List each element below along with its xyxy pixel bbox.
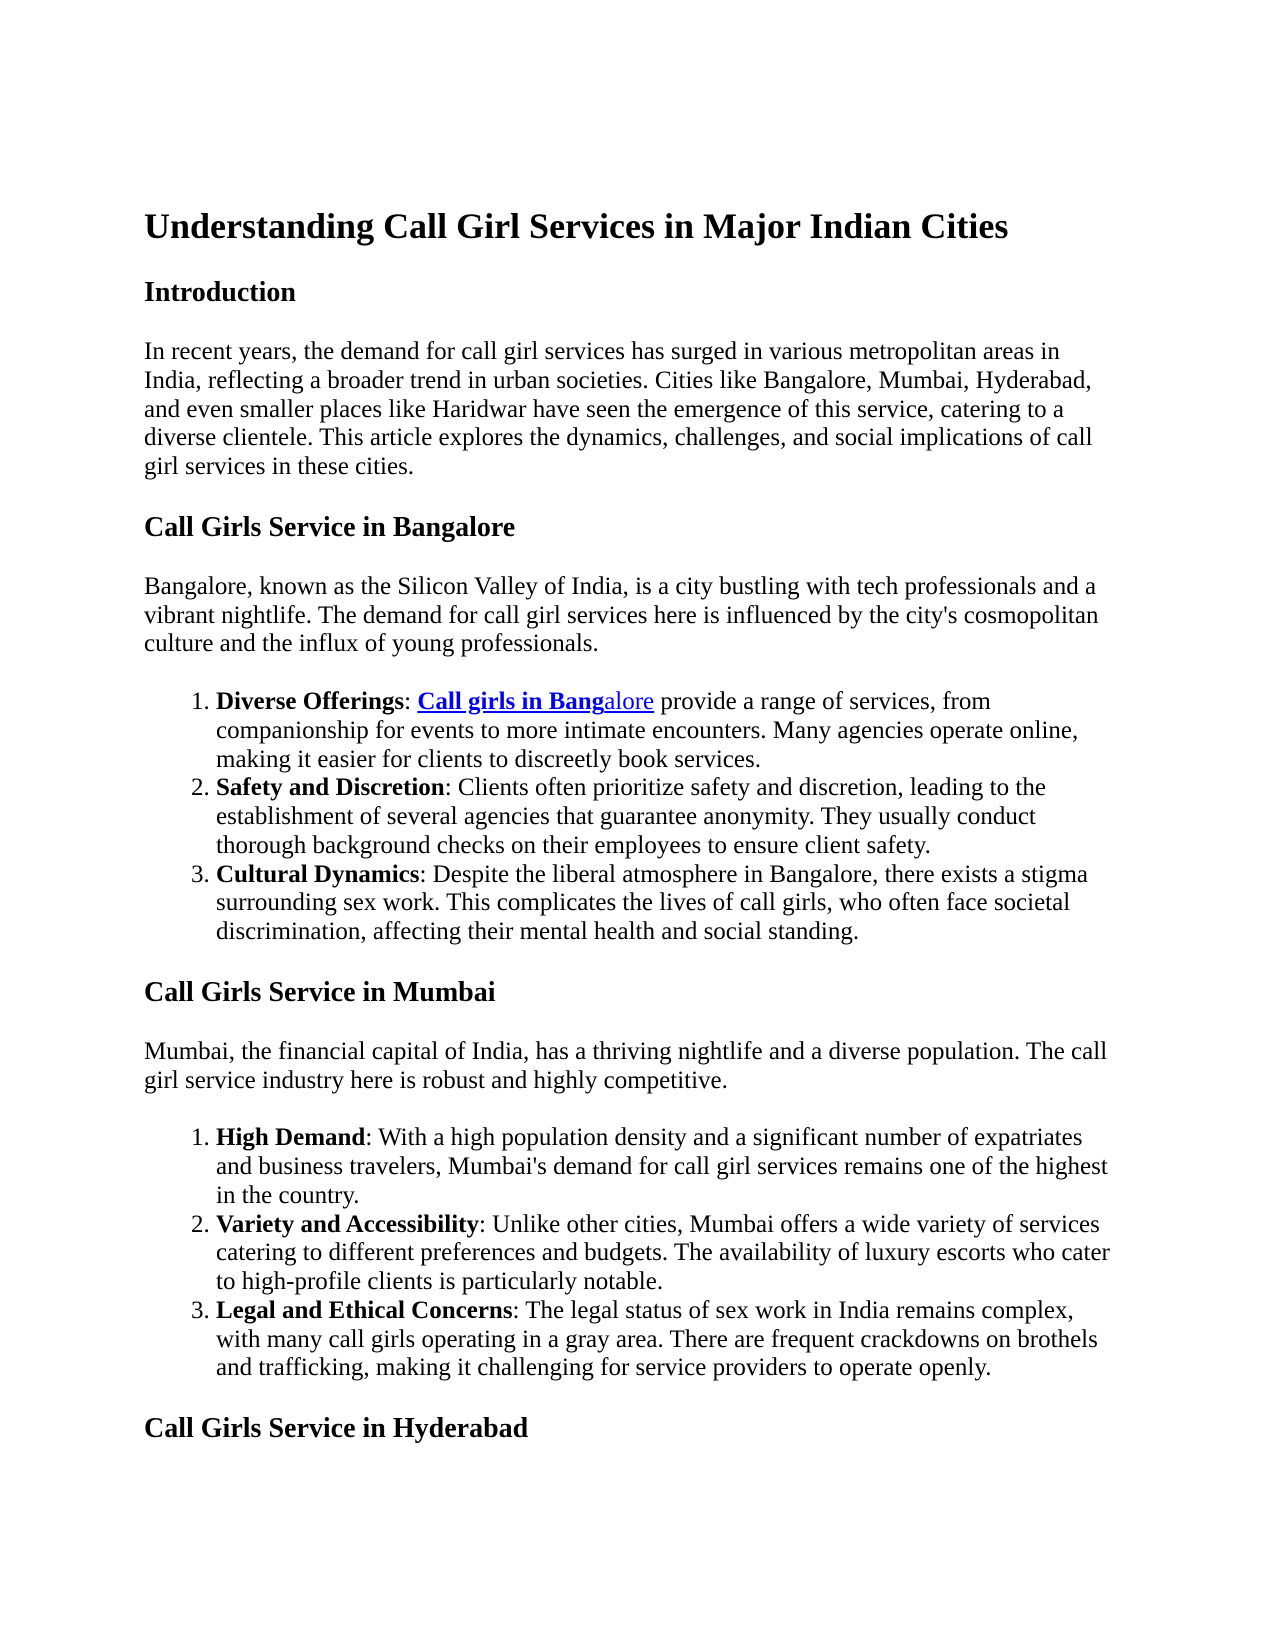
section-hyderabad (144, 1412, 1119, 1445)
link-regular-part: alore (604, 688, 655, 715)
list-item-text: : Despite the liberal atmosphere in Bangalore, there exists a stigma surrounding sex work. This complicates the lives of call girls, who often face societal discrimination, affecting their mental health and social standing. (216, 860, 1089, 945)
list-item-text: : Unlike other cities, Mumbai offers a wide variety of services catering to different preferences and budgets. The availability of luxury escorts who cater to high-profile clients is particularly notable. (216, 1210, 1110, 1295)
list-item-text: : Clients often prioritize safety and discretion, leading to the establishment of several agencies that guarantee anonymity. They usually conduct thorough background checks on their employees to ensure client safety. (216, 774, 1046, 859)
list-item-lead: Safety and Discretion (216, 774, 445, 802)
heading-mumbai: Call Girls Service in Mumbai (144, 976, 496, 1008)
list-item-lead: Variety and Accessibility (216, 1210, 479, 1238)
heading-hyderabad: Call Girls Service in Hyderabad (144, 1413, 529, 1444)
section-bangalore (144, 511, 1119, 947)
list-item-text: : The legal status of sex work in India remains complex, with many call girls operating in a gray area. There are frequent crackdowns on brothels and trafficking, making it challenging for service providers to operate openly. (216, 1296, 1098, 1382)
paragraph-mumbai: Mumbai, the financial capital of India, has a thriving nightlife and a diverse population. The call girl service industry here is robust and highly competitive. (144, 1037, 1108, 1094)
list-item-text: provide a range of services, from companionship for events to more intimate encounters. Many agencies operate online, making it easier for clients to discreetly book services. (216, 688, 1079, 773)
list-item (216, 861, 1119, 947)
list-item-lead: Diverse Offerings (216, 688, 405, 715)
heading-introduction: Introduction (144, 277, 296, 308)
heading-bangalore: Call Girls Service in Bangalore (144, 511, 516, 543)
list-item-lead: High Demand (216, 1124, 366, 1152)
list-item (216, 1124, 1119, 1210)
section-introduction (144, 276, 1119, 482)
list-item-lead: Legal and Ethical Concerns (216, 1296, 513, 1324)
bangalore-call-girls-link[interactable] (417, 688, 654, 715)
list-item-separator: : (404, 688, 418, 715)
document-title: Understanding Call Girl Services in Major Indian Cities (144, 206, 1009, 246)
mumbai-list (144, 1124, 1119, 1383)
list-item (216, 1211, 1119, 1297)
section-mumbai (144, 976, 1119, 1383)
paragraph-bangalore: Bangalore, known as the Silicon Valley of India, is a city bustling with tech professionals and a vibrant nightlife. The demand for call girl services here is influenced by the city's cosmopolitan culture and the influx of young professionals. (144, 572, 1099, 658)
list-item (216, 688, 1119, 774)
list-item-lead: Cultural Dynamics (216, 860, 420, 888)
list-item (216, 1297, 1119, 1383)
link-bold-part: Call girls in Bang (417, 688, 605, 715)
bangalore-list (144, 688, 1119, 947)
list-item-text: : With a high population density and a significant number of expatriates and business travelers, Mumbai's demand for call girl services remains one of the highest in the country. (216, 1124, 1108, 1209)
paragraph-introduction: In recent years, the demand for call girl services has surged in various metropolitan areas in India, reflecting a broader trend in urban societies. Cities like Bangalore, Mumbai, Hyderabad, and even smaller places like Haridwar have seen the emergence of this service, catering to a diverse clientele. This article explores the dynamics, challenges, and social implications of call girl services in these cities. (144, 338, 1093, 480)
list-item (216, 774, 1119, 860)
